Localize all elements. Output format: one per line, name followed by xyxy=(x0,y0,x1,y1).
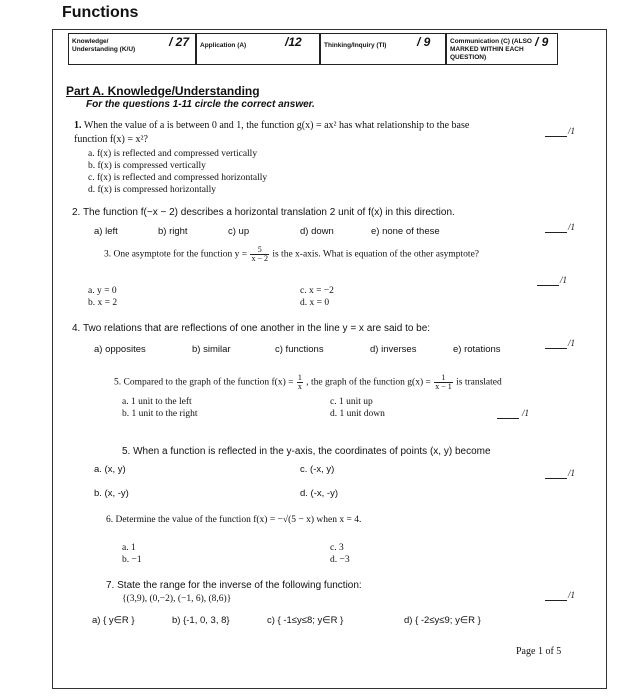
question-5b: 5. When a function is reflected in the y-axis, the coordinates of points (x, y) become xyxy=(122,446,491,457)
option: a) left xyxy=(94,226,118,237)
option: a. 1 xyxy=(122,543,136,553)
option: c) { -1≤y≤8; y∈R } xyxy=(267,615,344,626)
fraction xyxy=(250,246,269,263)
option: d. 1 unit down xyxy=(330,409,385,419)
fraction-denominator: x xyxy=(297,382,302,391)
option: d) down xyxy=(300,226,334,237)
answer-blank[interactable] xyxy=(537,285,559,286)
answer-blank[interactable] xyxy=(545,136,567,137)
mark-label: /1 xyxy=(568,126,576,136)
answer-blank[interactable] xyxy=(545,232,567,233)
question-number: 1. xyxy=(74,120,82,131)
question-3 xyxy=(104,246,479,263)
option: d. (-x, -y) xyxy=(300,488,338,499)
page-number: Page 1 of 5 xyxy=(516,646,562,657)
question-text: , the graph of the function g(x) = xyxy=(306,377,431,388)
rubric-label: Knowledge/ Understanding (K/U) xyxy=(72,38,136,53)
option: a) { y∈R } xyxy=(92,615,135,626)
option: a. y = 0 xyxy=(88,286,117,296)
question-2: 2. The function f(−x − 2) describes a horizontal translation 2 unit of f(x) in this direction. xyxy=(72,207,455,218)
rubric-label: Application (A) xyxy=(200,42,247,49)
answer-blank[interactable] xyxy=(497,418,519,419)
option: d. −3 xyxy=(330,555,350,565)
page-title: Functions xyxy=(62,4,139,21)
option: b) {-1, 0, 3, 8} xyxy=(172,615,230,626)
option: c) up xyxy=(228,226,250,237)
mark-label: /1 xyxy=(568,338,576,348)
option: b) right xyxy=(158,226,188,237)
option: d. f(x) is compressed horizontally xyxy=(88,185,216,195)
fraction-numerator: 1 xyxy=(434,374,453,383)
rubric-cell-comm xyxy=(446,33,558,65)
option: d) { -2≤y≤9; y∈R } xyxy=(404,615,481,626)
question-6: 6. Determine the value of the function f(x) = −√(5 − x) when x = 4. xyxy=(106,515,362,525)
fraction-denominator: x − 1 xyxy=(435,382,452,391)
question-5 xyxy=(114,374,502,391)
question-7: 7. State the range for the inverse of the following function: xyxy=(106,580,362,591)
fraction-numerator: 1 xyxy=(297,373,302,382)
question-4: 4. Two relations that are reflections of one another in the line y = x are said to be: xyxy=(72,323,431,334)
question-text: function f(x) = x²? xyxy=(74,134,148,145)
section-heading: Part A. Knowledge/Understanding xyxy=(66,84,260,98)
question-1 xyxy=(74,120,469,131)
option: c. 1 unit up xyxy=(330,397,373,407)
question-text: 5. Compared to the graph of the function f(x) = xyxy=(114,377,294,388)
mark-label: /1 xyxy=(568,222,576,232)
fraction-numerator: 5 xyxy=(250,246,269,255)
option: b. −1 xyxy=(122,555,142,565)
rubric-label: Thinking/Inquiry (TI) xyxy=(324,42,387,49)
fraction-denominator: x − 2 xyxy=(251,254,268,263)
fraction xyxy=(297,374,303,391)
option: a. 1 unit to the left xyxy=(122,397,192,407)
mark-label: /1 xyxy=(560,275,568,285)
question-text: 3. One asymptote for the function y = xyxy=(104,249,248,260)
option: a. (x, y) xyxy=(94,464,126,475)
fraction xyxy=(434,374,453,391)
question-text: is translated xyxy=(456,377,502,388)
answer-blank[interactable] xyxy=(545,478,567,479)
option: d. x = 0 xyxy=(300,298,330,308)
rubric-score: / 9 xyxy=(535,35,549,49)
rubric-score: / 27 xyxy=(169,35,190,49)
option: b. 1 unit to the right xyxy=(122,409,198,419)
answer-blank[interactable] xyxy=(545,600,567,601)
option: c) functions xyxy=(275,344,324,355)
option: b. f(x) is compressed vertically xyxy=(88,161,206,171)
mark-label: /1 xyxy=(568,590,576,600)
option: e) none of these xyxy=(371,226,440,237)
mark-label: /1 xyxy=(568,468,576,478)
rubric-score: /12 xyxy=(285,35,302,49)
option: a) opposites xyxy=(94,344,146,355)
option: e) rotations xyxy=(453,344,501,355)
option: c. 3 xyxy=(330,543,344,553)
option: c. f(x) is reflected and compressed horizontally xyxy=(88,173,268,183)
option: b. x = 2 xyxy=(88,298,118,308)
question-text: is the x-axis. What is equation of the other asymptote? xyxy=(272,249,480,260)
question-7-set: {(3,9), (0,−2), (−1, 6), (8,6)} xyxy=(122,594,232,604)
question-text: When the value of a is between 0 and 1, the function g(x) = ax² has what relationship to the base xyxy=(83,120,470,131)
mark-label: /1 xyxy=(522,408,530,418)
rubric-label: Communication (C) (ALSO MARKED WITHIN EACH QUESTION) xyxy=(450,38,532,61)
option: c. x = −2 xyxy=(300,286,334,296)
rubric-cell-app xyxy=(196,33,320,65)
option: a. f(x) is reflected and compressed vertically xyxy=(88,149,258,159)
option: c. (-x, y) xyxy=(300,464,335,475)
option: d) inverses xyxy=(370,344,417,355)
option: b) similar xyxy=(192,344,231,355)
section-instruction: For the questions 1-11 circle the correct answer. xyxy=(86,99,315,110)
rubric-score: / 9 xyxy=(417,35,431,49)
option: b. (x, -y) xyxy=(94,488,129,499)
rubric-cell-ku xyxy=(68,33,196,65)
rubric-cell-ti xyxy=(320,33,446,65)
answer-blank[interactable] xyxy=(545,348,567,349)
